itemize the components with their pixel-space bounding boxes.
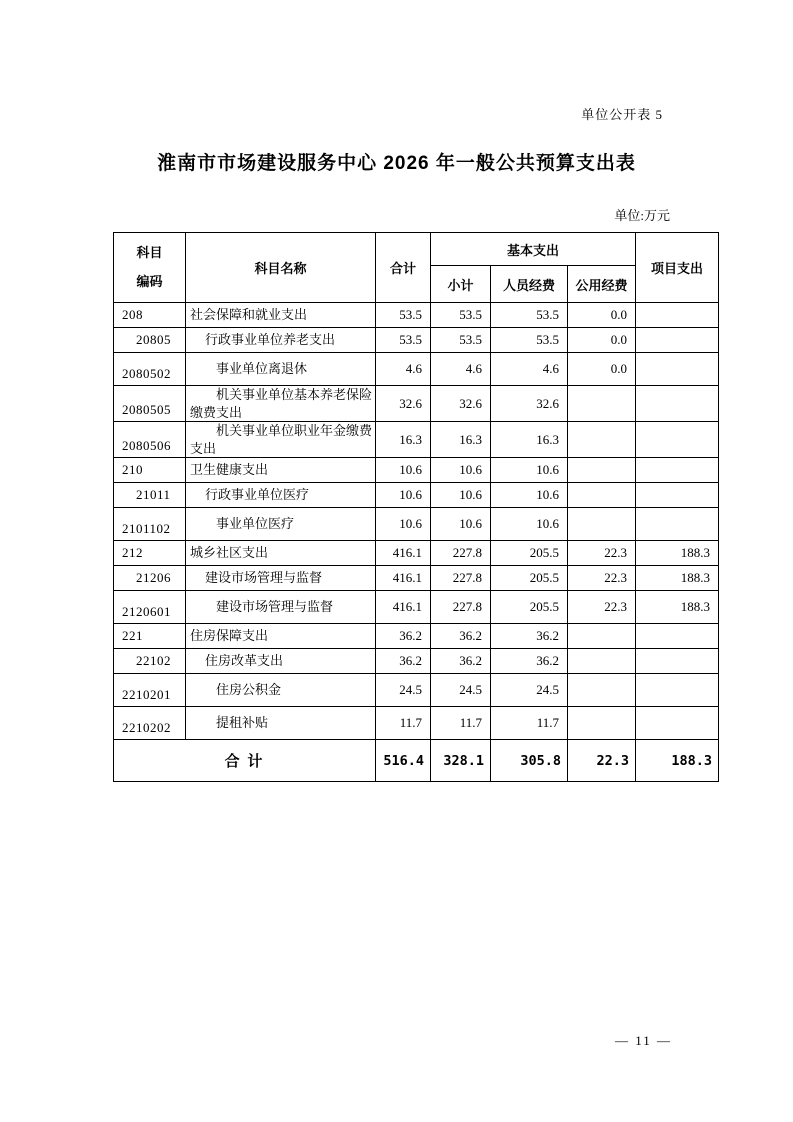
table-row	[114, 353, 719, 386]
table-row	[114, 649, 719, 674]
cell-personnel-funds: 205.5	[491, 591, 568, 624]
cell-total: 4.6	[376, 353, 431, 386]
cell-public-funds: 0.0	[568, 303, 636, 328]
cell-subtotal: 16.3	[431, 422, 491, 458]
cell-personnel-funds: 305.8	[491, 740, 568, 782]
cell-subject-code: 2080506	[114, 422, 186, 458]
col-header-subject-name: 科目名称	[186, 233, 376, 303]
cell-total: 416.1	[376, 591, 431, 624]
cell-total: 516.4	[376, 740, 431, 782]
table-row	[114, 707, 719, 740]
cell-public-funds	[568, 508, 636, 541]
col-header-basic-expenditure: 基本支出	[431, 233, 636, 266]
cell-personnel-funds: 53.5	[491, 303, 568, 328]
col-header-public-funds: 公用经费	[568, 266, 636, 303]
cell-personnel-funds: 53.5	[491, 328, 568, 353]
cell-subtotal: 227.8	[431, 566, 491, 591]
table-row	[114, 508, 719, 541]
cell-public-funds: 22.3	[568, 740, 636, 782]
cell-project-expenditure: 188.3	[636, 566, 719, 591]
cell-project-expenditure	[636, 649, 719, 674]
cell-total: 53.5	[376, 328, 431, 353]
cell-public-funds	[568, 649, 636, 674]
cell-public-funds: 22.3	[568, 541, 636, 566]
cell-total: 24.5	[376, 674, 431, 707]
cell-subtotal: 10.6	[431, 508, 491, 541]
cell-subject-code: 212	[114, 541, 186, 566]
cell-public-funds	[568, 674, 636, 707]
cell-subtotal: 53.5	[431, 303, 491, 328]
cell-total: 11.7	[376, 707, 431, 740]
cell-subject-name: 事业单位医疗	[186, 508, 376, 541]
table-row	[114, 386, 719, 422]
cell-total: 416.1	[376, 541, 431, 566]
cell-project-expenditure	[636, 624, 719, 649]
cell-personnel-funds: 205.5	[491, 541, 568, 566]
cell-subtotal: 10.6	[431, 483, 491, 508]
cell-total: 10.6	[376, 458, 431, 483]
cell-subject-code: 2210201	[114, 674, 186, 707]
subject-code-line2: 编码	[136, 273, 163, 289]
cell-public-funds: 22.3	[568, 591, 636, 624]
cell-project-expenditure: 188.3	[636, 740, 719, 782]
budget-table	[113, 232, 719, 782]
cell-personnel-funds: 4.6	[491, 353, 568, 386]
col-header-personnel-funds: 人员经费	[491, 266, 568, 303]
cell-subject-name: 机关事业单位职业年金缴费支出	[186, 422, 376, 458]
col-header-total: 合计	[376, 233, 431, 303]
cell-total: 53.5	[376, 303, 431, 328]
cell-subject-name: 住房保障支出	[186, 624, 376, 649]
cell-project-expenditure	[636, 386, 719, 422]
table-row	[114, 458, 719, 483]
cell-subject-name: 社会保障和就业支出	[186, 303, 376, 328]
table-row	[114, 624, 719, 649]
cell-public-funds: 0.0	[568, 353, 636, 386]
cell-subject-name: 事业单位离退休	[186, 353, 376, 386]
cell-total: 16.3	[376, 422, 431, 458]
table-row	[114, 566, 719, 591]
doc-type-label: 单位公开表 5	[581, 107, 663, 122]
cell-total: 36.2	[376, 624, 431, 649]
cell-subtotal: 10.6	[431, 458, 491, 483]
cell-subtotal: 4.6	[431, 353, 491, 386]
cell-subject-code: 20805	[114, 328, 186, 353]
cell-project-expenditure: 188.3	[636, 541, 719, 566]
cell-personnel-funds: 36.2	[491, 649, 568, 674]
page-number: — 11 —	[614, 1033, 672, 1048]
cell-subject-code: 210	[114, 458, 186, 483]
cell-subject-code: 22102	[114, 649, 186, 674]
cell-project-expenditure	[636, 458, 719, 483]
cell-personnel-funds: 36.2	[491, 624, 568, 649]
cell-personnel-funds: 10.6	[491, 508, 568, 541]
cell-subject-code: 2080502	[114, 353, 186, 386]
cell-subject-code: 21206	[114, 566, 186, 591]
cell-total: 416.1	[376, 566, 431, 591]
cell-public-funds	[568, 386, 636, 422]
cell-public-funds	[568, 624, 636, 649]
cell-subject-name: 行政事业单位养老支出	[186, 328, 376, 353]
cell-project-expenditure	[636, 707, 719, 740]
cell-project-expenditure	[636, 508, 719, 541]
cell-subject-code: 2101102	[114, 508, 186, 541]
table-row	[114, 328, 719, 353]
cell-subject-name: 行政事业单位医疗	[186, 483, 376, 508]
cell-subject-name: 建设市场管理与监督	[186, 566, 376, 591]
cell-subtotal: 53.5	[431, 328, 491, 353]
cell-subject-name: 建设市场管理与监督	[186, 591, 376, 624]
header-row-1	[114, 233, 719, 266]
cell-project-expenditure	[636, 303, 719, 328]
cell-public-funds: 0.0	[568, 328, 636, 353]
cell-personnel-funds: 205.5	[491, 566, 568, 591]
col-header-subtotal: 小计	[431, 266, 491, 303]
cell-project-expenditure	[636, 422, 719, 458]
table-row	[114, 541, 719, 566]
table-row	[114, 591, 719, 624]
cell-subject-code: 221	[114, 624, 186, 649]
cell-subtotal: 227.8	[431, 591, 491, 624]
cell-subject-name: 住房公积金	[186, 674, 376, 707]
cell-total: 10.6	[376, 483, 431, 508]
cell-subject-name: 城乡社区支出	[186, 541, 376, 566]
cell-project-expenditure	[636, 328, 719, 353]
cell-personnel-funds: 10.6	[491, 458, 568, 483]
page-title: 淮南市市场建设服务中心 2026 年一般公共预算支出表	[157, 153, 636, 174]
cell-total: 36.2	[376, 649, 431, 674]
cell-public-funds: 22.3	[568, 566, 636, 591]
cell-subject-name: 提租补贴	[186, 707, 376, 740]
cell-project-expenditure	[636, 674, 719, 707]
table-row	[114, 422, 719, 458]
table-total-row	[114, 740, 719, 782]
cell-subtotal: 24.5	[431, 674, 491, 707]
cell-subject-code: 208	[114, 303, 186, 328]
cell-subject-name: 住房改革支出	[186, 649, 376, 674]
cell-subtotal: 11.7	[431, 707, 491, 740]
cell-subject-code: 21011	[114, 483, 186, 508]
cell-public-funds	[568, 483, 636, 508]
cell-personnel-funds: 24.5	[491, 674, 568, 707]
cell-subject-name: 机关事业单位基本养老保险缴费支出	[186, 386, 376, 422]
cell-subject-name: 卫生健康支出	[186, 458, 376, 483]
cell-subject-code: 2210202	[114, 707, 186, 740]
cell-personnel-funds: 32.6	[491, 386, 568, 422]
cell-subtotal: 36.2	[431, 649, 491, 674]
cell-project-expenditure	[636, 483, 719, 508]
cell-subtotal: 36.2	[431, 624, 491, 649]
cell-public-funds	[568, 458, 636, 483]
cell-subtotal: 32.6	[431, 386, 491, 422]
cell-total: 10.6	[376, 508, 431, 541]
cell-subtotal: 328.1	[431, 740, 491, 782]
cell-project-expenditure: 188.3	[636, 591, 719, 624]
cell-public-funds	[568, 707, 636, 740]
col-header-project-expenditure: 项目支出	[636, 233, 719, 303]
cell-public-funds	[568, 422, 636, 458]
cell-personnel-funds: 11.7	[491, 707, 568, 740]
cell-project-expenditure	[636, 353, 719, 386]
unit-note: 单位:万元	[614, 208, 670, 223]
table-row	[114, 303, 719, 328]
subject-code-line1: 科目	[136, 245, 163, 261]
cell-subtotal: 227.8	[431, 541, 491, 566]
cell-subject-code: 2080505	[114, 386, 186, 422]
cell-personnel-funds: 16.3	[491, 422, 568, 458]
cell-grand-total-label: 合 计	[114, 740, 376, 782]
cell-personnel-funds: 10.6	[491, 483, 568, 508]
cell-total: 32.6	[376, 386, 431, 422]
col-header-subject-code	[114, 233, 186, 303]
cell-subject-code: 2120601	[114, 591, 186, 624]
table-row	[114, 483, 719, 508]
table-row	[114, 674, 719, 707]
